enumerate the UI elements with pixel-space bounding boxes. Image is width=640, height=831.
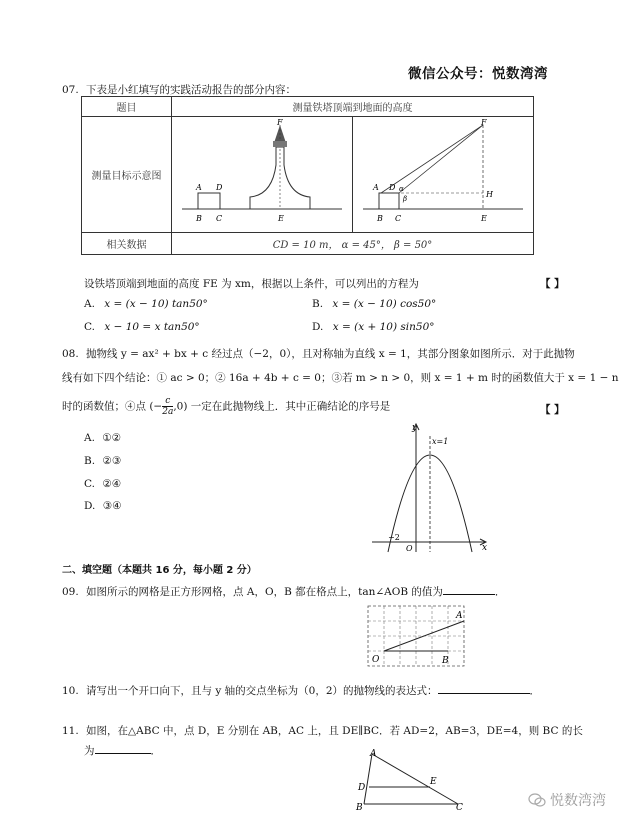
q11-label-E: E: [430, 777, 437, 787]
q08-answer-bracket: 【 】: [540, 404, 565, 416]
q08-option-b-text: ②③: [102, 455, 122, 467]
q08-line1: [62, 346, 575, 361]
q09-label-A: A: [456, 611, 463, 621]
q10-number: 10.: [62, 685, 79, 697]
q11-tail: ．: [150, 745, 161, 757]
q11-label-B: B: [356, 803, 363, 813]
q07-intro: 下表是小红填写的实践活动报告的部分内容：: [86, 84, 297, 96]
q07-option-a-label: A.: [84, 298, 95, 310]
q07-option-b-text: x = (x − 10) cos50°: [332, 298, 437, 310]
q11-line1: [62, 723, 583, 738]
q11-line2-text: 为: [84, 745, 95, 757]
q09-label-B: B: [442, 656, 449, 666]
q07-right-label-A: A: [373, 183, 379, 192]
section2-title: 二、填空题（本题共 16 分，每小题 2 分）: [62, 565, 257, 576]
q07-tower-diagram-right: [353, 117, 533, 229]
q07-left-label-D: D: [216, 183, 223, 192]
q09-answer-blank[interactable]: [443, 584, 495, 595]
q07-right-label-F: F: [481, 118, 487, 127]
q09-label-O: O: [372, 655, 380, 665]
q07-option-d-label: D.: [312, 321, 324, 333]
q08-option-a-text: ①②: [102, 432, 122, 444]
q07-answer-bracket: 【 】: [540, 278, 565, 290]
q07-option-d-text: x = (x + 10) sin50°: [332, 321, 435, 333]
q08-graph-axis-label: x=1: [432, 437, 449, 446]
q11-number: 11.: [62, 725, 79, 737]
q07-left-label-E: E: [278, 214, 284, 223]
watermark-text: 悦数湾湾: [550, 793, 606, 809]
q07-option-c-label: C.: [84, 321, 95, 333]
q08-option-d: [84, 500, 122, 512]
q08-frac-num: c: [162, 396, 173, 407]
q07-right-label-E: E: [481, 214, 487, 223]
q08-option-a-label: A.: [84, 432, 95, 444]
q07-right-label-B: B: [377, 214, 383, 223]
q07-table-data-value: CD = 10 m， α = 45°， β = 50°: [172, 233, 534, 255]
q08-graph-origin-label: O: [406, 544, 413, 553]
q07-diagram-left-cell: [172, 117, 353, 233]
q07-right-label-H: H: [486, 190, 493, 199]
q11-line2: [84, 743, 161, 758]
q09-number: 09.: [62, 586, 79, 598]
q08-option-b: [84, 455, 121, 467]
q09-tail: ．: [494, 586, 506, 598]
q07-right-label-D: D: [389, 183, 396, 192]
q10-text: 请写出一个开口向下，且与 y 轴的交点坐标为（0，2）的抛物线的表达式：: [86, 685, 438, 697]
q10-line: [62, 683, 540, 698]
q08-option-d-label: D.: [84, 500, 96, 512]
q08-line1-text: 抛物线 y = ax² + bx + c 经过点（−2，0），且对称轴为直线 x = 1，其部分图象如图所示．对于此抛物: [86, 348, 575, 360]
q08-option-b-label: B.: [84, 455, 96, 467]
q08-option-d-text: ③④: [102, 500, 122, 512]
q08-parabola-graph: [368, 420, 492, 554]
q07-intro-line: [62, 82, 296, 97]
q07-option-a: [84, 298, 208, 310]
q07-number: 07.: [62, 84, 79, 96]
q10-answer-blank[interactable]: [438, 683, 530, 694]
q08-graph-neg2-label: −2: [388, 533, 400, 542]
q09-grid-figure: [364, 602, 468, 672]
q07-question: 设铁塔顶端到地面的高度 FE 为 xm，根据以上条件，可以列出的方程为: [84, 278, 419, 290]
q08-option-a: [84, 432, 121, 444]
q11-answer-blank[interactable]: [95, 743, 151, 754]
q11-label-D: D: [358, 783, 366, 793]
q07-option-c: [84, 321, 200, 333]
q08-frac-den: 2a: [162, 407, 174, 417]
q08-line3: [62, 396, 390, 417]
wechat-icon: [528, 792, 546, 808]
q07-option-a-text: x = (x − 10) tan50°: [104, 298, 208, 310]
q10-tail: ．: [529, 685, 541, 697]
q07-option-c-text: x − 10 = x tan50°: [104, 321, 200, 333]
header-brand: 微信公众号：悦数湾湾: [408, 66, 548, 82]
q08-line3-b: ,0) 一定在此抛物线上．其中正确结论的序号是: [173, 400, 391, 413]
q08-graph-x-label: x: [482, 543, 488, 553]
q07-left-label-C: C: [216, 214, 223, 223]
q07-left-label-A: A: [196, 183, 202, 192]
watermark: [528, 790, 606, 810]
q09-text: 如图所示的网格是正方形网格，点 A，O，B 都在格点上，tan∠AOB 的值为: [86, 586, 443, 598]
q07-tower-diagram-left: [172, 117, 352, 229]
q11-line1-text: 如图，在△ABC 中，点 D，E 分别在 AB，AC 上，且 DE∥BC．若 AD=2，AB=3，DE=4，则 BC 的长: [86, 725, 583, 737]
q08-graph-y-label: y: [412, 423, 418, 433]
q09-line: [62, 584, 505, 599]
q07-right-label-alpha: α: [399, 185, 404, 193]
q07-left-label-B: B: [196, 214, 202, 223]
q07-option-b-label: B.: [312, 298, 324, 310]
q11-label-A: A: [370, 749, 377, 759]
q07-table-diagram-label: 测量目标示意图: [82, 117, 172, 233]
q07-option-d: [312, 321, 435, 333]
q07-right-label-C: C: [395, 214, 402, 223]
q07-right-label-beta: β: [403, 195, 408, 203]
q08-line2: 线有如下四个结论：① ac > 0；② 16a + 4b + c = 0；③若 m > n > 0，则 x = 1 + m 时的函数值大于 x = 1 − n: [62, 372, 619, 384]
q07-table-title-label: 题目: [82, 97, 172, 117]
q11-triangle-figure: [350, 748, 468, 814]
q07-table-data-label: 相关数据: [82, 233, 172, 255]
q07-table-title-value: 测量铁塔顶端到地面的高度: [172, 97, 534, 117]
q08-number: 08.: [62, 348, 79, 360]
q08-option-c: [84, 478, 121, 490]
q07-left-label-F: F: [277, 118, 283, 127]
q08-line3-a: 时的函数值；④点 (−: [62, 400, 163, 413]
q07-report-table: [81, 96, 534, 255]
q08-fraction: [162, 396, 173, 417]
q08-option-c-label: C.: [84, 478, 95, 490]
q07-diagram-right-cell: [353, 117, 534, 233]
q08-option-c-text: ②④: [102, 478, 122, 490]
q11-label-C: C: [456, 803, 463, 813]
q07-option-b: [312, 298, 436, 310]
